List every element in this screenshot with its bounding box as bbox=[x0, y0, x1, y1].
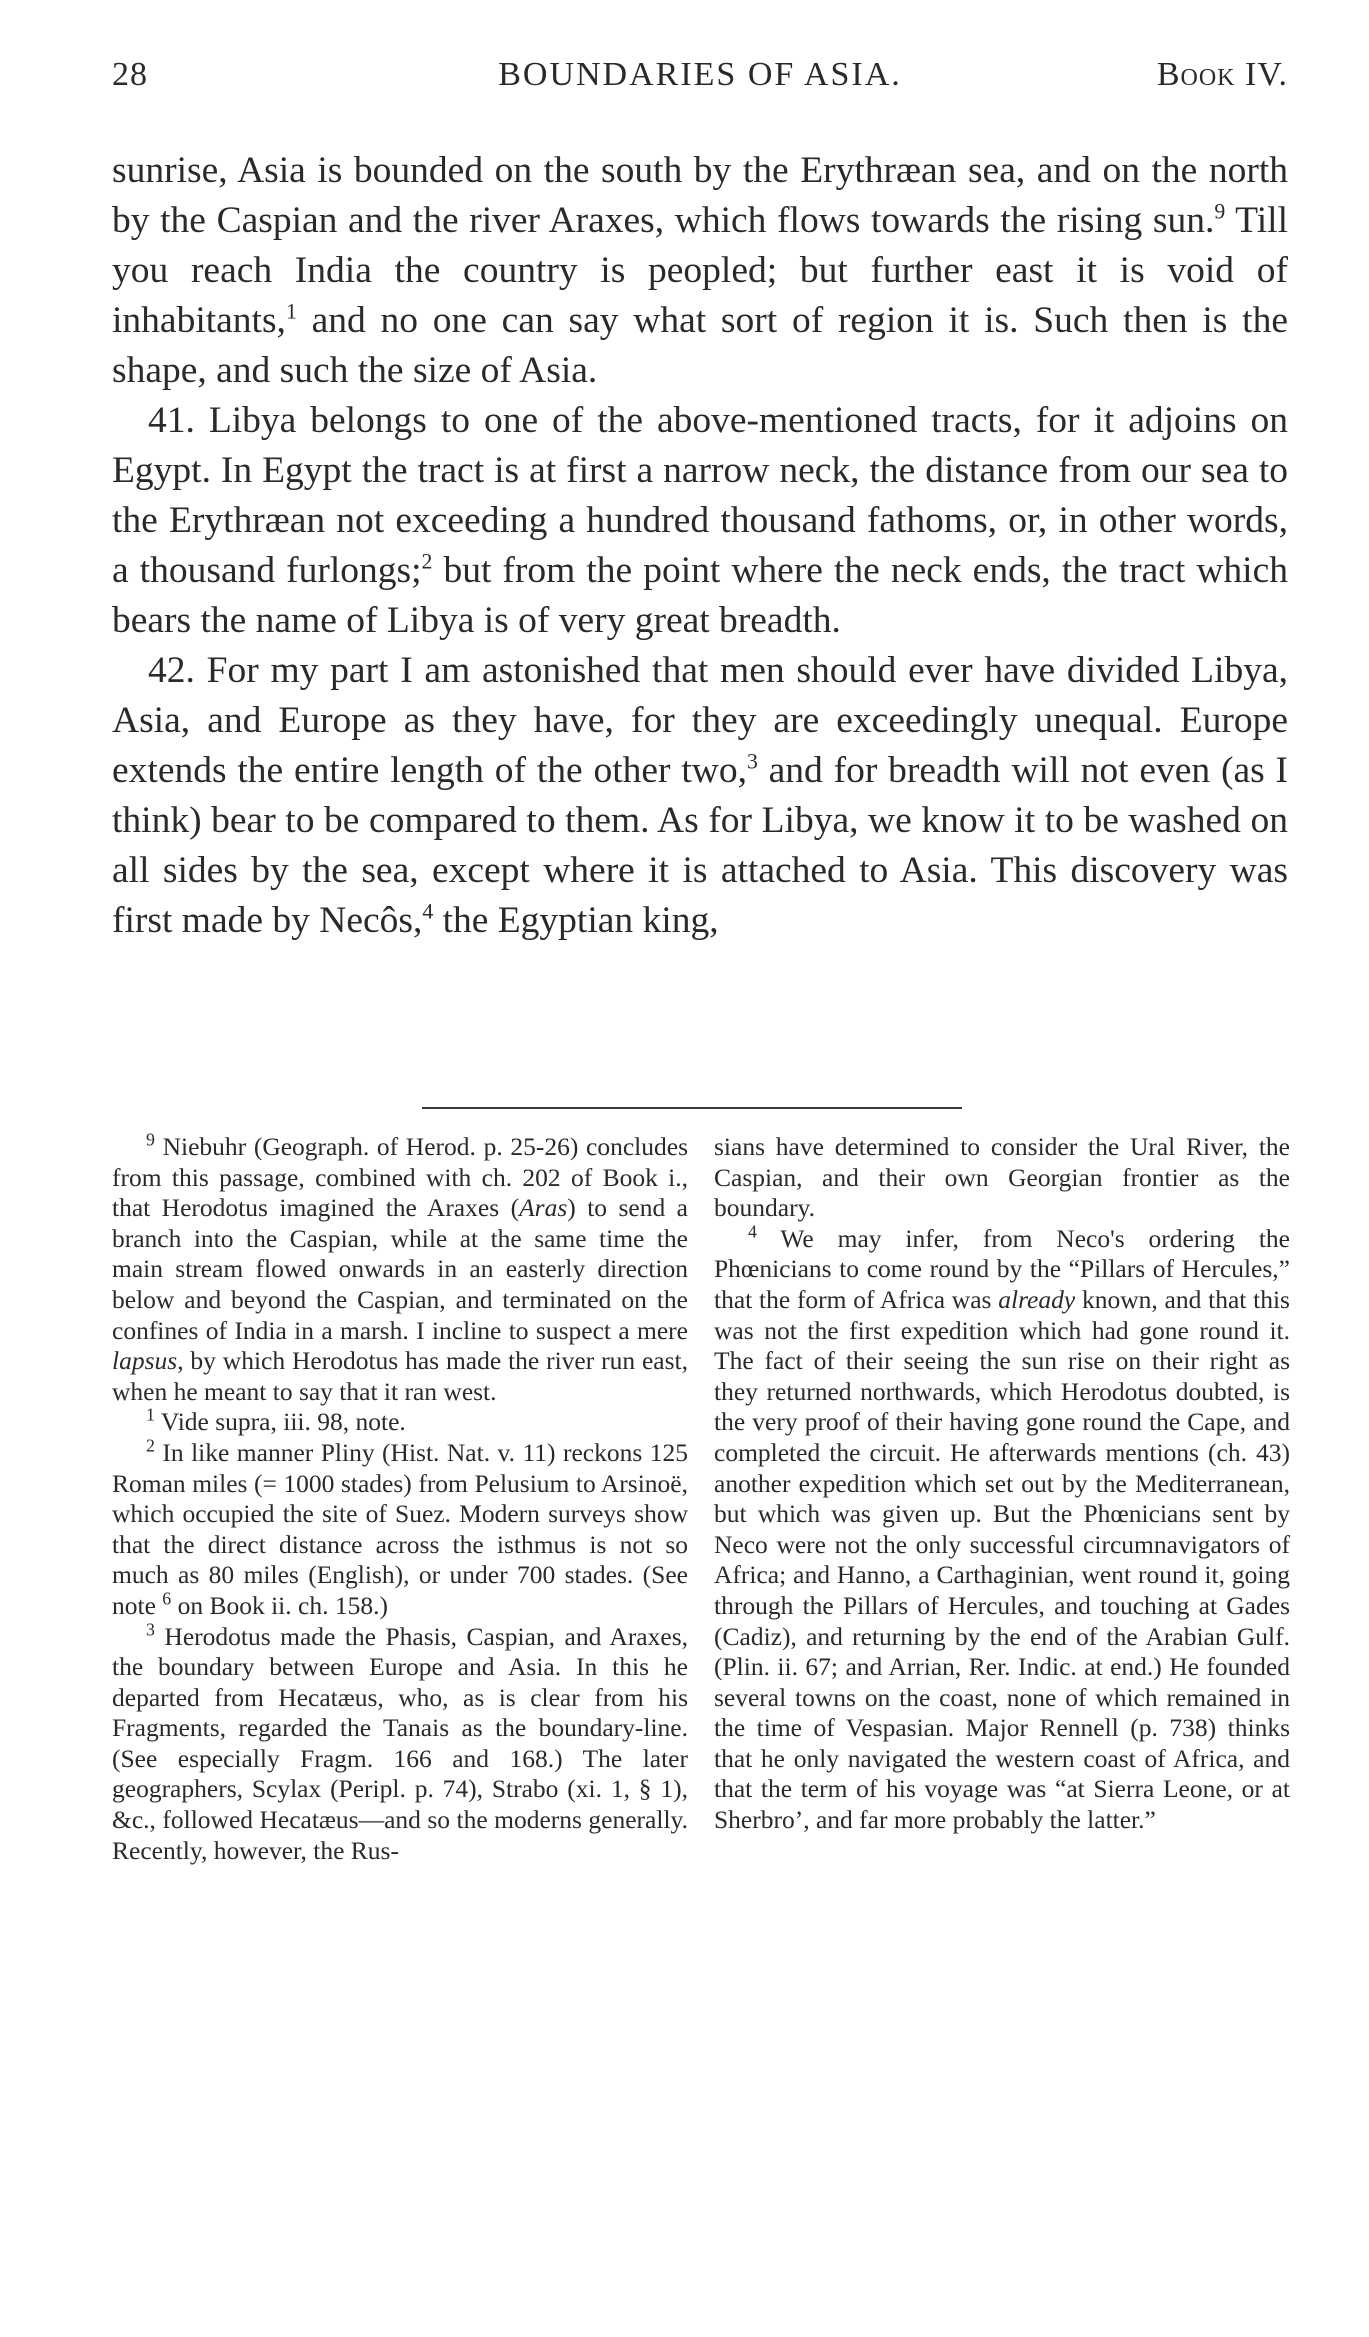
footnote-1: $^1$ Vide supra, iii. 98, note. bbox=[146, 1404, 406, 1437]
book-reference: Book IV. bbox=[1156, 56, 1288, 93]
running-head bbox=[112, 56, 1288, 106]
footnote-ref-1: 1 bbox=[285, 299, 297, 324]
footnote-2: $^2$ In like manner Pliny (Hist. Nat. v. 11) reckons 125 Roman miles (= 1000 stades) from Pelusium to Arsinoë, which occupied the site of Suez. Modern surveys show that the direct distance across the isthmus is not so much as 80 miles (English), or under 700 stades. (See note $^6$ on Book ii. ch. 158.) bbox=[112, 1435, 688, 1620]
running-title: BOUNDARIES OF ASIA. bbox=[498, 56, 902, 93]
paragraph-continuation: sunrise, Asia is bounded on the south by the Erythræan sea, and on the north by the Caspian and the river Araxes, which flows towards the rising sun.$^9$ Till you reach India the country is peopled; but further east it is void of inhabitants,$^1$ and no one can say what sort of region it is. Such then is the shape, and such the size of Asia. bbox=[112, 150, 1288, 391]
main-text bbox=[112, 146, 1288, 946]
footnotes-right-column bbox=[714, 1132, 1290, 1836]
footnote-divider bbox=[422, 1107, 962, 1109]
footnotes-left-column bbox=[112, 1129, 688, 1866]
footnote-3: $^3$ Herodotus made the Phasis, Caspian, and Araxes, the boundary between Europe and Asia. In this he departed from Hecatæus, who, as is clear from his Fragments, regarded the Tanais as the boundary-line. (See especially Fragm. 166 and 168.) The later geographers, Scylax (Peripl. p. 74), Strabo (xi. 1, § 1), &c., followed Hecatæus—and so the moderns generally. Recently, however, the Rus- bbox=[112, 1619, 688, 1865]
footnote-ref-9: 9 bbox=[1214, 199, 1226, 224]
footnote-ref-4: 4 bbox=[422, 899, 434, 924]
footnote-ref-3: 3 bbox=[746, 749, 758, 774]
paragraph-42: 42. For my part I am astonished that men should ever have divided Libya, Asia, and Europe as they have, for they are exceedingly unequal. Europe extends the entire length of the other two,$^3$ and for breadth will not even (as I think) bear to be compared to them. As for Libya, we know it to be washed on all sides by the sea, except where it is attached to Asia. This discovery was first made by Necôs,$^4$ the Egyptian king, bbox=[112, 650, 1289, 941]
page-number: 28 bbox=[112, 56, 148, 93]
footnote-ref-2: 2 bbox=[421, 549, 433, 574]
footnote-4: $^4$ We may infer, from Neco's ordering the Phœnicians to come round by the “Pillars of Hercules,” that the form of Africa was already known, and that this was not the first expedition which had gone round it. The fact of their seeing the sun rise on their right as they returned northwards, which Herodotus doubted, is the very proof of their having gone round the Cape, and completed the circuit. He afterwards mentions (ch. 43) another expedition which set out by the Mediterranean, but which was given up. But the Phœnicians sent by Neco were not the only successful circumnavigators of Africa; and Hanno, a Carthaginian, went round it, going through the Pillars of Hercules, and touching at Gades (Cadiz), and returning by the end of the Arabian Gulf. (Plin. ii. 67; and Arrian, Rer. Indic. at end.) He founded several towns on the coast, none of which remained in the time of Vespasian. Major Rennell (p. 738) thinks that he only navigated the western coast of Africa, and that the term of his voyage was “at Sierra Leone, or at Sherbro’, and far more probably the latter.” bbox=[714, 1221, 1290, 1835]
footnote-9: $^9$ Niebuhr (Geograph. of Herod. p. 25-26) concludes from this passage, combined with ch. 202 of Book i., that Herodotus imagined the Araxes (Aras) to send a branch into the Caspian, while at the same time the main stream flowed onwards in an easterly direction below and beyond the Caspian, and terminated on the confines of India in a marsh. I incline to suspect a mere lapsus, by which Herodotus has made the river run east, when he meant to say that it ran west. bbox=[112, 1129, 688, 1406]
footnote-3-continued: sians have determined to consider the Ural River, the Caspian, and their own Georgian frontier as the boundary. bbox=[714, 1132, 1290, 1223]
paragraph-41: 41. Libya belongs to one of the above-mentioned tracts, for it adjoins on Egypt. In Egypt the tract is at first a narrow neck, the distance from our sea to the Erythræan not exceeding a hundred thousand fathoms, or, in other words, a thousand furlongs;$^2$ but from the point where the neck ends, the tract which bears the name of Libya is of very great breadth. bbox=[112, 400, 1288, 641]
